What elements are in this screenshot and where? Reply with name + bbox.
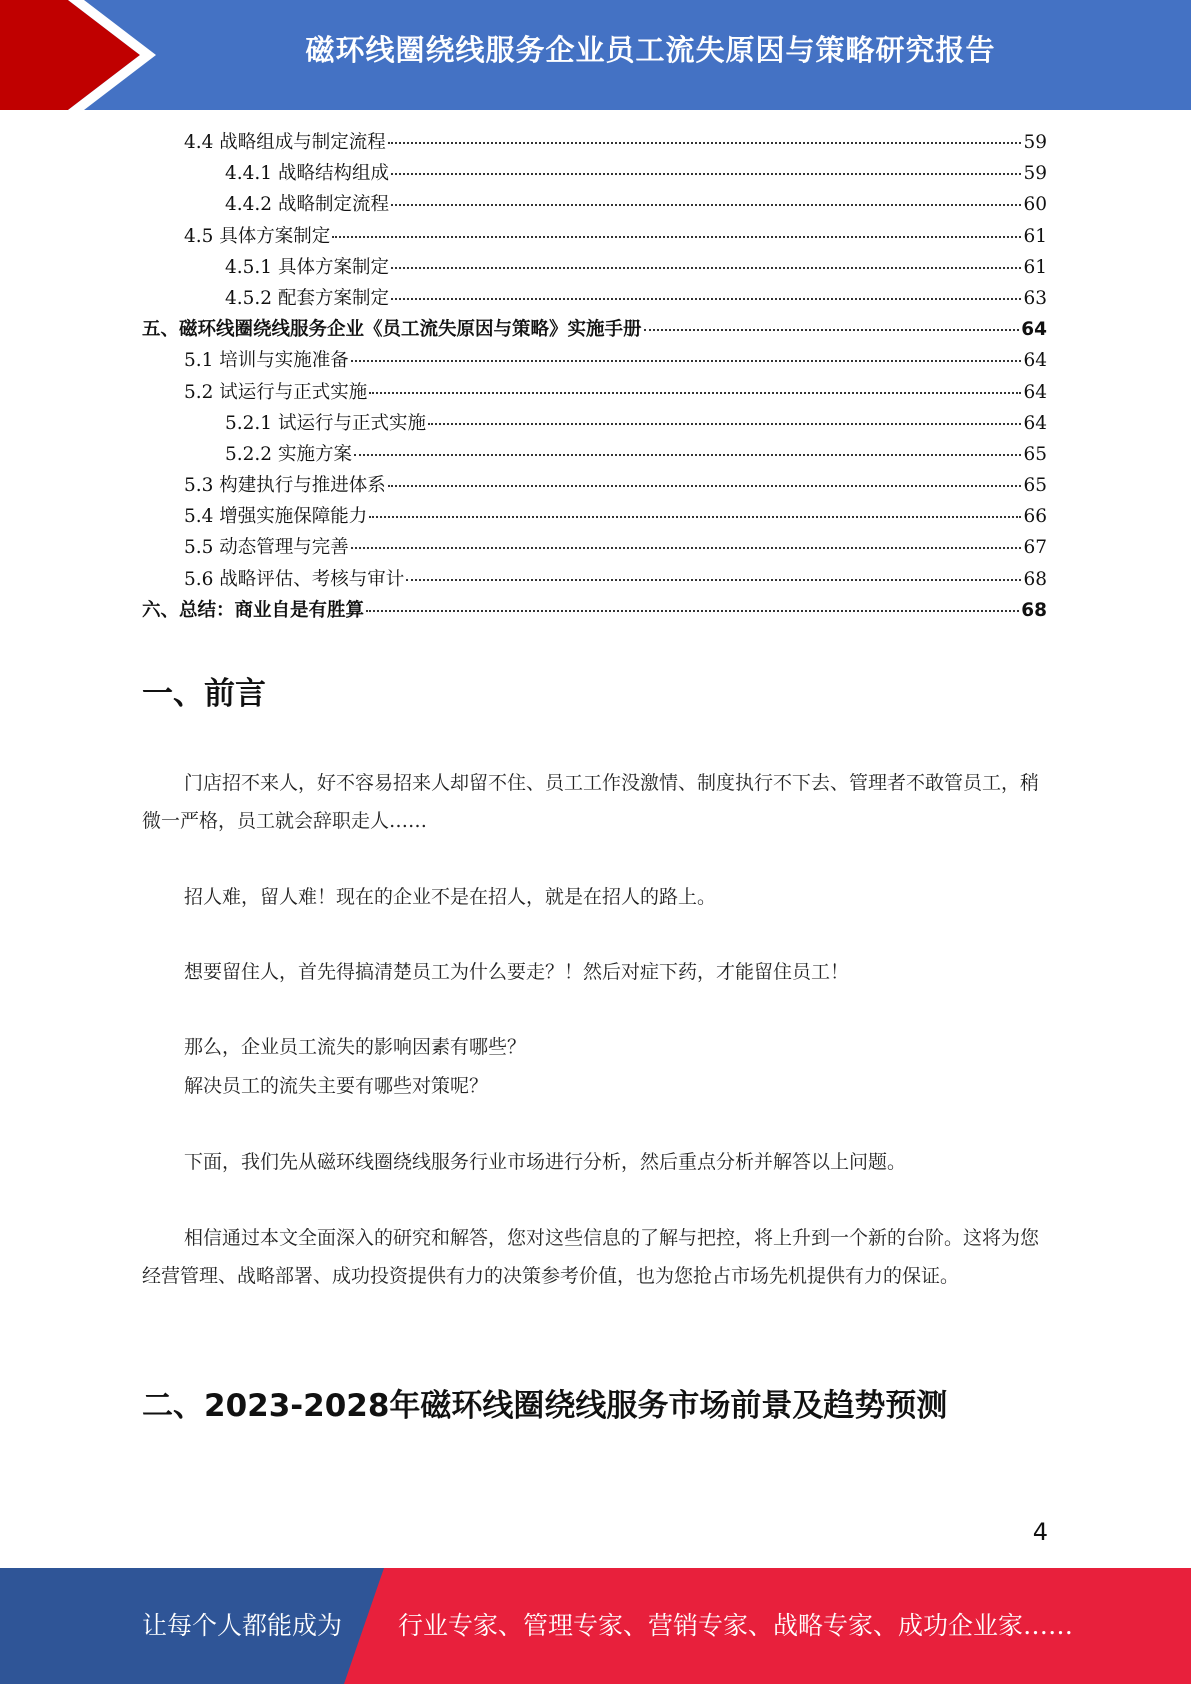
- toc-dot-leader: [332, 236, 1021, 238]
- section-heading-preface: 一、前言: [142, 676, 266, 712]
- toc-entry-page: 61: [1023, 256, 1047, 278]
- toc-dot-leader: [369, 516, 1021, 518]
- toc-entry-label: 五、磁环线圈绕线服务企业《员工流失原因与策略》实施手册: [142, 319, 642, 341]
- footer-slogan-right: 行业专家、管理专家、营销专家、战略专家、成功企业家……: [398, 1611, 1074, 1640]
- toc-entry-page: 64: [1023, 412, 1047, 434]
- toc-entry[interactable]: [142, 346, 1047, 377]
- preface-paragraph: 想要留住人，首先得搞清楚员工为什么要走？！然后对症下药，才能留住员工！: [184, 961, 850, 983]
- toc-entry[interactable]: [142, 409, 1047, 440]
- page-number: 4: [1032, 1518, 1048, 1546]
- toc-dot-leader: [351, 547, 1022, 549]
- toc-entry-page: 66: [1023, 506, 1047, 528]
- toc-entry-page: 59: [1023, 132, 1047, 153]
- toc-entry-label: 5.2 试运行与正式实施: [184, 381, 368, 403]
- toc-entry-page: 68: [1021, 599, 1047, 621]
- toc-entry[interactable]: [142, 471, 1047, 502]
- toc-entry-label: 4.5.2 配套方案制定: [225, 287, 389, 309]
- preface-paragraph: 下面，我们先从磁环线圈绕线服务行业市场进行分析，然后重点分析并解答以上问题。: [184, 1151, 907, 1173]
- toc-entry[interactable]: [142, 128, 1047, 159]
- table-of-contents: [142, 128, 1047, 627]
- toc-entry-label: 六、总结：商业自是有胜算: [142, 599, 365, 621]
- toc-entry[interactable]: [142, 190, 1047, 221]
- toc-entry[interactable]: [142, 378, 1047, 409]
- toc-entry-page: 63: [1023, 287, 1047, 309]
- toc-entry-label: 4.4.2 战略制定流程: [225, 194, 389, 216]
- toc-dot-leader: [391, 298, 1021, 300]
- toc-dot-leader: [388, 142, 1022, 144]
- toc-entry-page: 65: [1023, 443, 1047, 465]
- toc-entry[interactable]: [142, 253, 1047, 284]
- toc-entry-label: 4.4.1 战略结构组成: [225, 163, 389, 185]
- toc-entry[interactable]: [142, 565, 1047, 596]
- toc-dot-leader: [391, 173, 1021, 175]
- toc-dot-leader: [351, 360, 1022, 362]
- toc-entry[interactable]: [142, 533, 1047, 564]
- toc-entry-page: 59: [1023, 163, 1047, 185]
- toc-entry-page: 64: [1023, 381, 1047, 403]
- toc-entry[interactable]: [142, 222, 1047, 253]
- toc-entry-label: 5.1 培训与实施准备: [184, 350, 349, 372]
- toc-dot-leader: [406, 579, 1021, 581]
- toc-entry-label: 4.4 战略组成与制定流程: [184, 132, 386, 153]
- toc-dot-leader: [391, 204, 1021, 206]
- toc-entry-label: 4.5 具体方案制定: [184, 225, 331, 247]
- toc-entry[interactable]: [142, 315, 1047, 346]
- toc-entry[interactable]: [142, 440, 1047, 471]
- document-title: 磁环线圈绕线服务企业员工流失原因与策略研究报告: [305, 33, 996, 67]
- toc-entry-page: 64: [1021, 319, 1047, 341]
- toc-entry-label: 5.3 构建执行与推进体系: [184, 475, 386, 497]
- toc-dot-leader: [366, 610, 1019, 612]
- toc-entry-page: 68: [1023, 568, 1047, 590]
- page-footer: [0, 1568, 1191, 1684]
- toc-entry-label: 5.2.1 试运行与正式实施: [225, 412, 426, 434]
- toc-entry[interactable]: [142, 502, 1047, 533]
- toc-entry-label: 5.6 战略评估、考核与审计: [184, 568, 405, 590]
- preface-paragraph: 相信通过本文全面深入的研究和解答，您对这些信息的了解与把控，将上升到一个新的台阶。这将为您经营管理、战略部署、成功投资提供有力的决策参考价值，也为您抢占市场先机提供有力的保证。: [142, 1227, 1040, 1287]
- toc-entry-page: 67: [1023, 537, 1047, 559]
- section-heading-market-forecast: 二、2023-2028年磁环线圈绕线服务市场前景及趋势预测: [142, 1388, 948, 1424]
- toc-entry-page: 61: [1023, 225, 1047, 247]
- toc-entry-page: 65: [1023, 475, 1047, 497]
- toc-entry[interactable]: [142, 159, 1047, 190]
- toc-dot-leader: [391, 267, 1021, 269]
- preface-paragraph: 解决员工的流失主要有哪些对策呢？: [184, 1075, 489, 1097]
- toc-dot-leader: [644, 329, 1020, 331]
- footer-slogan-left: 让每个人都能成为: [142, 1611, 343, 1640]
- toc-entry-page: 60: [1023, 194, 1047, 216]
- toc-entry[interactable]: [142, 596, 1047, 627]
- toc-dot-leader: [388, 485, 1022, 487]
- toc-entry-label: 5.5 动态管理与完善: [184, 537, 349, 559]
- toc-dot-leader: [354, 454, 1022, 456]
- preface-paragraph: 招人难，留人难！现在的企业不是在招人，就是在招人的路上。: [184, 886, 717, 908]
- toc-entry-label: 4.5.1 具体方案制定: [225, 256, 389, 278]
- preface-paragraph: 那么，企业员工流失的影响因素有哪些？: [184, 1036, 527, 1058]
- toc-entry-label: 5.4 增强实施保障能力: [184, 506, 368, 528]
- toc-dot-leader: [369, 392, 1021, 394]
- toc-entry-label: 5.2.2 实施方案: [225, 443, 352, 465]
- toc-dot-leader: [428, 423, 1021, 425]
- preface-paragraph: 门店招不来人，好不容易招来人却留不住、员工工作没激情、制度执行不下去、管理者不敢管员工，稍微一严格，员工就会辞职走人……: [142, 772, 1040, 832]
- toc-entry-page: 64: [1023, 350, 1047, 372]
- page-header: [0, 0, 1191, 110]
- toc-entry[interactable]: [142, 284, 1047, 315]
